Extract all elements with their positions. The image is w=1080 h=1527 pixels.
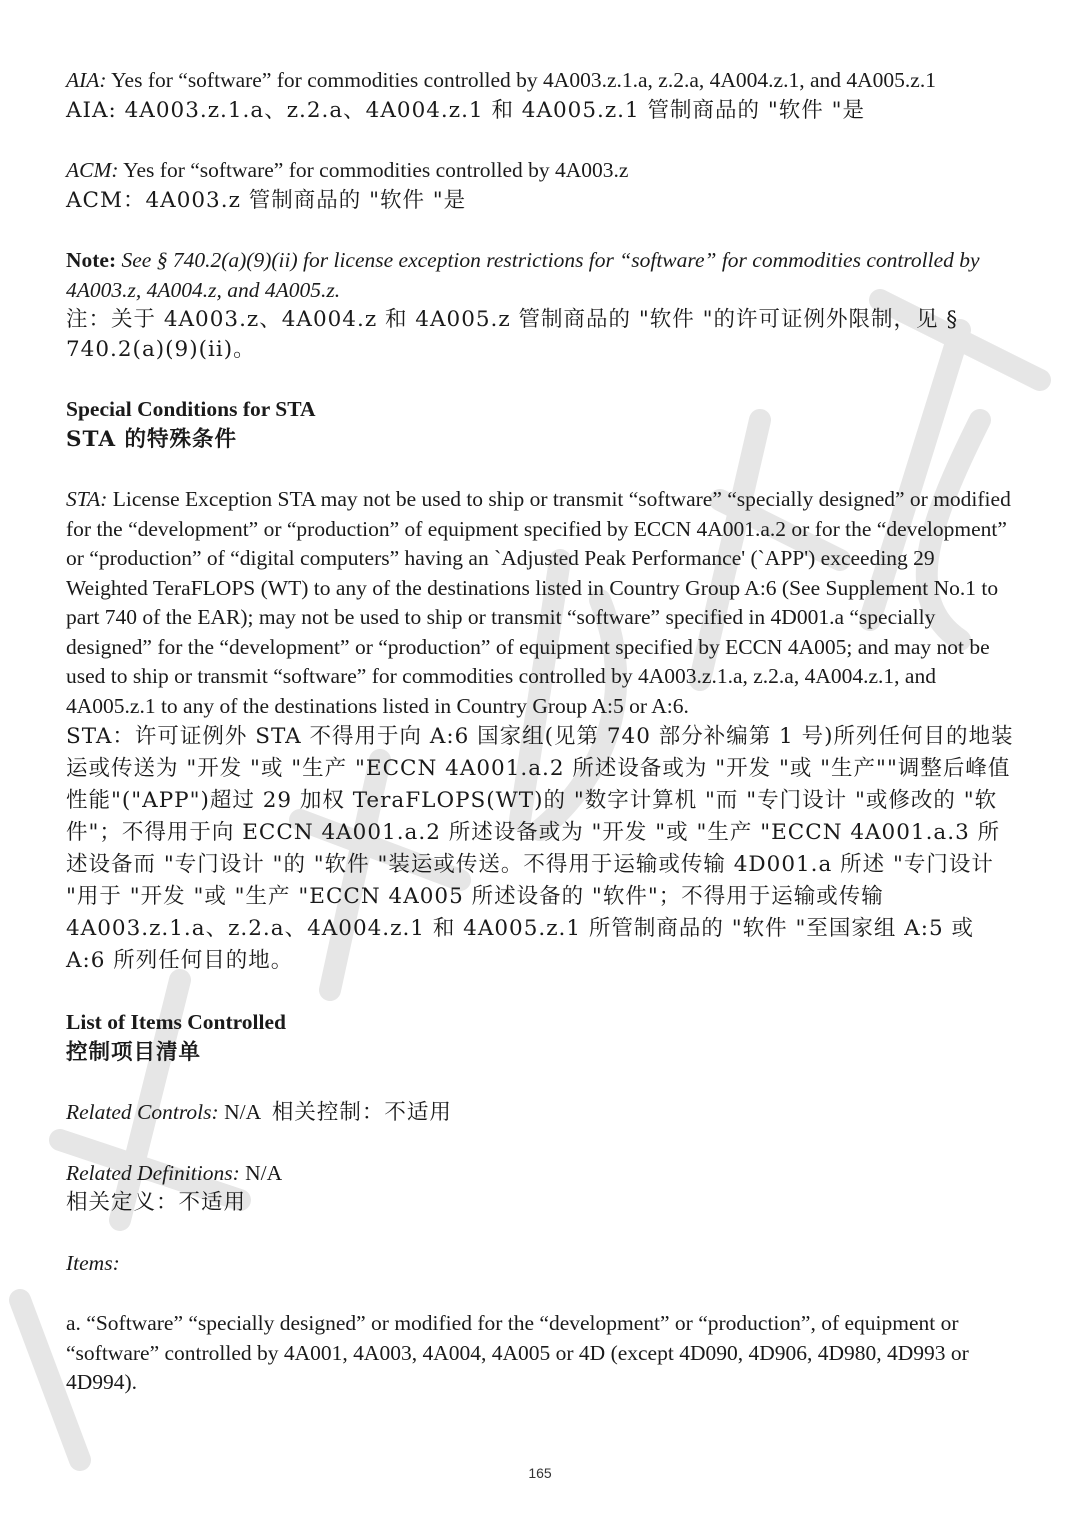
sta-text-zh: STA：许可证例外 STA 不得用于向 A:6 国家组(见第 740 部分补编第 1 号)所列任何目的地装运或传送为 "开发 "或 "生产 "ECCN 4A001.a.2 所述设备或为 "开发 "或 "生产""调整后峰值性能"("APP")超过 29 加权 TeraFLOPS(WT)的 "数字计算机 "而 "专门设计 "或修改的 "软件"；不得用于向 ECCN 4A001.a.2 所述设备或为 "开发 "或 "生产 "ECCN 4A001.a.3 所述设备而 "专门设计 "的 "软件 "装运或传送。不得用于运输或传输 4D001.a 所述 "专门设计 "用于 "开发 "或 "生产 "ECCN 4A005 所述设备的 "软件"；不得用于运输或传输 4A003.z.1.a、z.2.a、4A004.z.1 和 4A005.z.1 所管制商品的 "软件 "至国家组 A:5 或 A:6 所列任何目的地。 (66, 724, 1014, 973)
list-heading-en: List of Items Controlled (66, 1010, 286, 1034)
list-heading-zh: 控制项目清单 (66, 1039, 202, 1065)
acm-text-en: Yes for “software” for commodities controlled by 4A003.z (118, 158, 629, 182)
acm-paragraph (66, 156, 1016, 186)
items-label: Items: (66, 1250, 120, 1275)
sta-text-en: License Exception STA may not be used to ship or transmit “software” “specially designed” or modified for the “development” or “production” of equipment specified by ECCN 4A001.a.2 or for the “development” or “production” of “digital computers” having an `Adjusted Peak Performance' (`APP') exceeding 29 Weighted TeraFLOPS (WT) to any of the destinations listed in Country Group A:6 (See Supplement No.1 to part 740 of the EAR); may not be used to ship or transmit “software” specified in 4D001.a “specially designed” for the “development” or “production” of equipment specified by ECCN 4A005; and may not be used to ship or transmit “software” for commodities controlled by 4A003.z.1.a, z.2.a, 4A004.z.1, and 4A005.z.1 to any of the destinations listed in Country Group A:5 or A:6. (66, 487, 1011, 718)
document-page (66, 66, 1016, 1398)
related-controls (66, 1098, 1016, 1128)
related-controls-value: N/A (218, 1100, 262, 1124)
related-definitions-value: N/A (239, 1160, 283, 1185)
note-text-zh: 注：关于 4A003.z、4A004.z 和 4A005.z 管制商品的 "软件 "的许可证例外限制，见 § 740.2(a)(9)(ii)。 (66, 307, 959, 362)
aia-paragraph (66, 66, 1016, 96)
sta-heading-zh: STA 的特殊条件 (66, 426, 238, 452)
aia-text-en: Yes for “software” for commodities controlled by 4A003.z.1.a, z.2.a, 4A004.z.1, and 4A005.z.1 (106, 68, 936, 92)
related-controls-label: Related Controls: (66, 1100, 219, 1124)
related-definitions (66, 1159, 1016, 1189)
note-paragraph (66, 246, 1016, 305)
related-controls-zh: 相关控制：不适用 (271, 1100, 452, 1125)
acm-text-zh: ACM：4A003.z 管制商品的 "软件 "是 (66, 187, 467, 213)
related-definitions-label: Related Definitions: (66, 1160, 240, 1185)
related-definitions-zh: 相关定义：不适用 (66, 1190, 247, 1215)
note-label: Note: (66, 248, 117, 272)
sta-label: STA: (66, 487, 108, 511)
acm-label: ACM: (66, 158, 119, 182)
item-a: a. “Software” “specially designed” or modified for the “development” or “production”, of equipment or “software” controlled by 4A001, 4A003, 4A004, 4A005 or 4D (except 4D090, 4D906, 4D980, 4D993 or 4D994). (66, 1311, 969, 1394)
sta-paragraph (66, 485, 1016, 721)
page-number: 165 (528, 1465, 552, 1481)
aia-label: AIA: (66, 68, 107, 92)
aia-text-zh: AIA: 4A003.z.1.a、z.2.a、4A004.z.1 和 4A005.z.1 管制商品的 "软件 "是 (66, 97, 865, 123)
sta-heading-en: Special Conditions for STA (66, 397, 316, 421)
note-text-en: See § 740.2(a)(9)(ii) for license exception restrictions for “software” for commodities controlled by 4A003.z, 4A004.z, and 4A005.z. (66, 248, 980, 302)
